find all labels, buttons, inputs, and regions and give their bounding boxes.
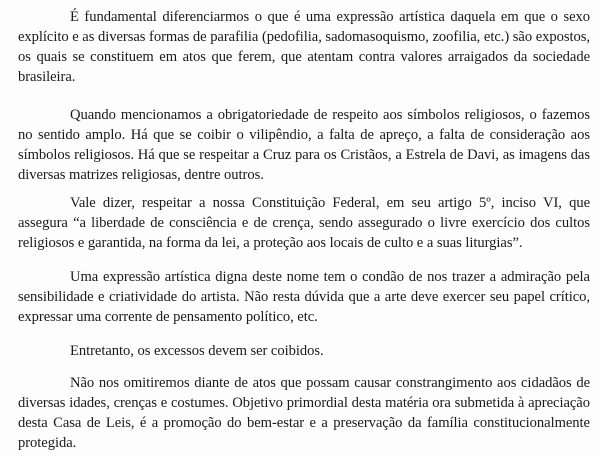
paragraph-excesses: Entretanto, os excessos devem ser coibidos.	[70, 343, 324, 359]
paragraph-artistic-expression: Uma expressão artística digna deste nome tem o condão de nos trazer a admiração pela sensibilidade e criatividade do artista. Não resta dúvida que a arte deve exercer seu papel crítico, expressar uma corrente de pensamento político, etc.	[18, 269, 590, 325]
paragraph-art-vs-explicit-content: É fundamental diferenciarmos o que é uma expressão artística daquela em que o sexo explícito e as diversas formas de parafilia (pedofilia, sadomasoquismo, zoofilia, etc.) são expostos, os quais se constituem em atos que ferem, que atentam contra valores arraigados da sociedade brasileira.	[18, 9, 590, 85]
paragraph-religious-symbols: Quando mencionamos a obrigatoriedade de respeito aos símbolos religiosos, o fazemos no sentido amplo. Há que se coibir o vilipêndio, a falta de apreço, a falta de consideração aos símbolos religiosos. Há que se respeitar a Cruz para os Cristãos, a Estrela de Davi, as imagens das diversas matrizes religiosas, dentre outros.	[18, 107, 590, 183]
paragraph-objective: Não nos omitiremos diante de atos que possam causar constrangimento aos cidadãos de diversas idades, crenças e costumes. Objetivo primordial desta matéria ora submetida à apreciação desta Casa de Leis, é a promoção do bem-estar e a preservação da família constitucionalmente protegida.	[18, 375, 590, 451]
paragraph-constitution-article: Vale dizer, respeitar a nossa Constituição Federal, em seu artigo 5º, inciso VI, que assegura “a liberdade de consciência e de crença, sendo assegurado o livre exercício dos cultos religiosos e garantida, na forma da lei, a proteção aos locais de culto e a suas liturgias”.	[18, 195, 590, 251]
